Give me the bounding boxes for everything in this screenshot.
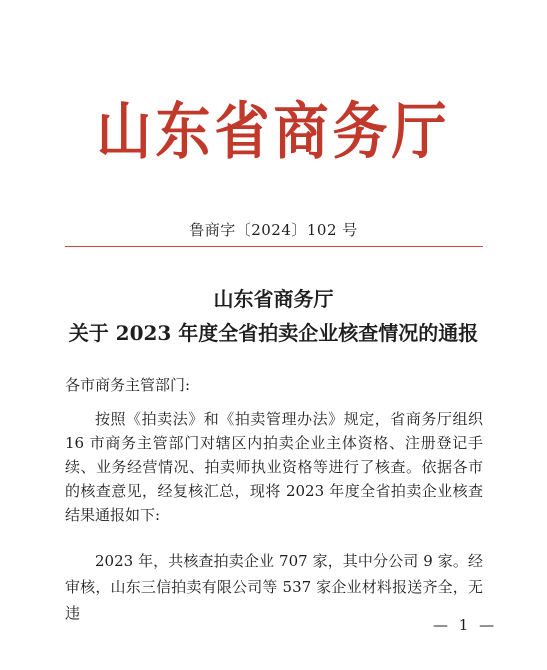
- body-paragraph-2: 2023 年，共核查拍卖企业 707 家，其中分公司 9 家。经审核，山东三信拍卖有限公司等 537 家企业材料报送齐全，无违: [65, 552, 483, 622]
- page-number: — 1 —: [433, 616, 498, 634]
- document-title-subject: 关于 2023 年度全省拍卖企业核查情况的通报: [68, 321, 479, 345]
- document-number: 鲁商字〔2024〕102 号: [189, 221, 358, 239]
- body-paragraph-1: 按照《拍卖法》和《拍卖管理办法》规定，省商务厅组织 16 市商务主管部门对辖区内拍卖企业主体资格、注册登记手续、业务经营情况、拍卖师执业资格等进行了核查。依据各市的核查意见，经复核汇总，现将 2023 年度全省拍卖企业核查结果通报如下:: [65, 410, 483, 524]
- red-divider-line: [65, 246, 483, 247]
- letterhead-title: 山东省商务厅: [96, 94, 451, 168]
- salutation: 各市商务主管部门:: [65, 376, 191, 394]
- document-title-issuer: 山东省商务厅: [213, 287, 334, 311]
